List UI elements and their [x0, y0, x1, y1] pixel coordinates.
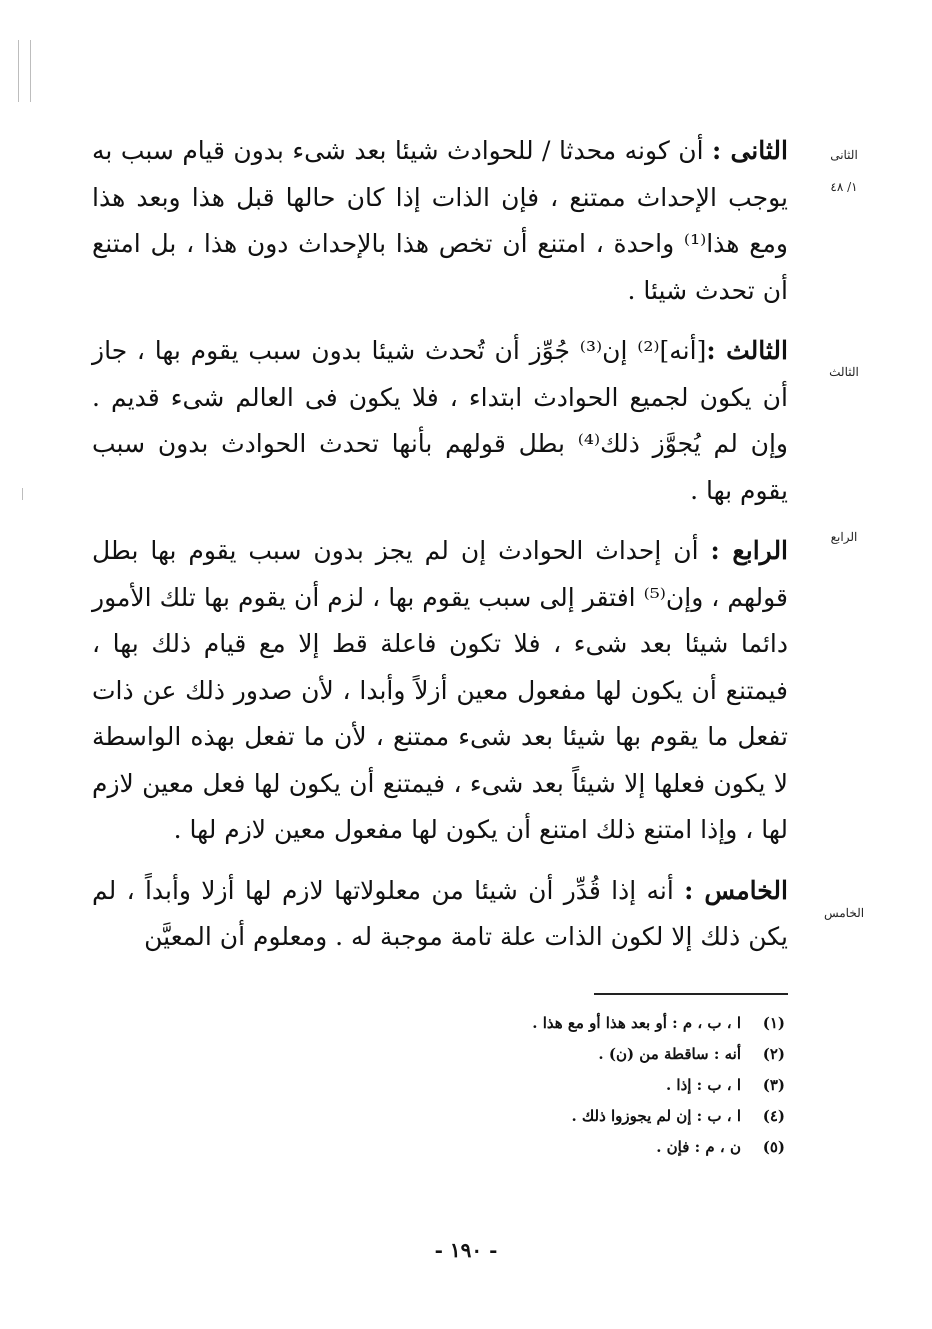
paragraph-third [92, 328, 788, 514]
footnote-text: ا ، ب : إذا . [665, 1076, 741, 1094]
footnote-text: ا ، ب ، م : أو بعد هذا أو مع هذا . [532, 1014, 741, 1032]
margin-note-second: الثانى [830, 148, 858, 162]
margin-note-third: الثالث [829, 365, 859, 379]
paragraph-second [92, 128, 788, 314]
footnote-number: (١) [762, 1014, 785, 1032]
footnote-text: ن ، م : فإن . [656, 1138, 741, 1156]
paragraph-text: أن إحداث الحوادث إن لم يجز بدون سبب يقوم بها بطل قولهم ، وإن⁽⁵⁾ افتقر إلى سبب يقوم بها ، لزم أن يقوم بها تلك الأمور دائما شيئا بعد شىء ، فلا تكون فاعلة قط إلا مع قيام ذلك بها ، فيمتنع أن يكون لها مفعول معين أزلاً وأبدا ، لأن صدور ذلك عن ذات تفعل ما يقوم بها شيئا بعد شىء ممتنع ، لأن ما تفعل بهذه الواسطة لا يكون فعلها إلا شيئاً بعد شىء ، فيمتنع أن يكون لها فعل معين لازم لها ، وإذا امتنع ذلك امتنع أن يكون لها مفعول معين لازم لها . [92, 536, 789, 844]
margin-note-fifth: الخامس [823, 906, 865, 920]
main-text [92, 128, 788, 961]
paragraph-lead: الثالث : [706, 336, 788, 365]
paragraph-lead: الرابع : [710, 536, 789, 565]
paragraph-text: أن كونه محدثا / للحوادث شيئا بعد شىء بدون قيام سبب به يوجب الإحداث ممتنع ، فإن الذات إذا كان حالها قبل هذا وبعد هذا ومع هذا⁽¹⁾ واحدة ، امتنع أن تخص هذا بالإحداث دون هذا ، بل امتنع أن تحدث شيئا . [92, 136, 788, 305]
scan-edge-mark [22, 488, 23, 500]
footnote-divider [594, 993, 788, 995]
paragraph-lead: الثانى : [712, 136, 788, 165]
page-number: - ١٩٠ - [434, 1238, 498, 1262]
footnote [200, 1132, 785, 1163]
scan-edge-mark [30, 40, 31, 102]
margin-note-fourth: الرابع [830, 530, 858, 544]
margin-note-folio: ١/ ٤٨ [830, 180, 858, 194]
footnote-number: (٥) [762, 1138, 785, 1156]
footnote-number: (٤) [762, 1107, 785, 1125]
paragraph-fourth [92, 528, 788, 854]
paragraph-text: أنه إذا قُدِّر أن شيئا من معلولاتها لازم لها أزلا وأبداً ، لم يكن ذلك إلا لكون الذات علة تامة موجبة له . ومعلوم أن المعيَّن [92, 875, 788, 951]
footnote-number: (٢) [762, 1045, 785, 1063]
footnote [200, 1008, 785, 1039]
footnotes [200, 1008, 785, 1163]
footnote [200, 1101, 785, 1132]
footnote-text: أنه : ساقطة من (ن) . [598, 1045, 741, 1063]
footnote [200, 1039, 785, 1070]
footnote-text: ا ، ب : إن لم يجوزوا ذلك . [571, 1107, 741, 1125]
footnote-number: (٣) [762, 1076, 785, 1094]
footnote [200, 1070, 785, 1101]
paragraph-lead: الخامس : [684, 875, 788, 905]
paragraph-fifth [92, 868, 788, 961]
scan-edge-mark [18, 40, 19, 102]
paragraph-text: [أنه]⁽²⁾ إن⁽³⁾ جُوِّز أن تُحدث شيئا بدون سبب يقوم بها ، جاز أن يكون لجميع الحوادث ابتداء ، فلا يكون فى العالم شىء قديم . وإن لم يُجوَّز ذلك⁽⁴⁾ بطل قولهم بأنها تحدث الحوادث بدون سبب يقوم بها . [92, 336, 788, 505]
